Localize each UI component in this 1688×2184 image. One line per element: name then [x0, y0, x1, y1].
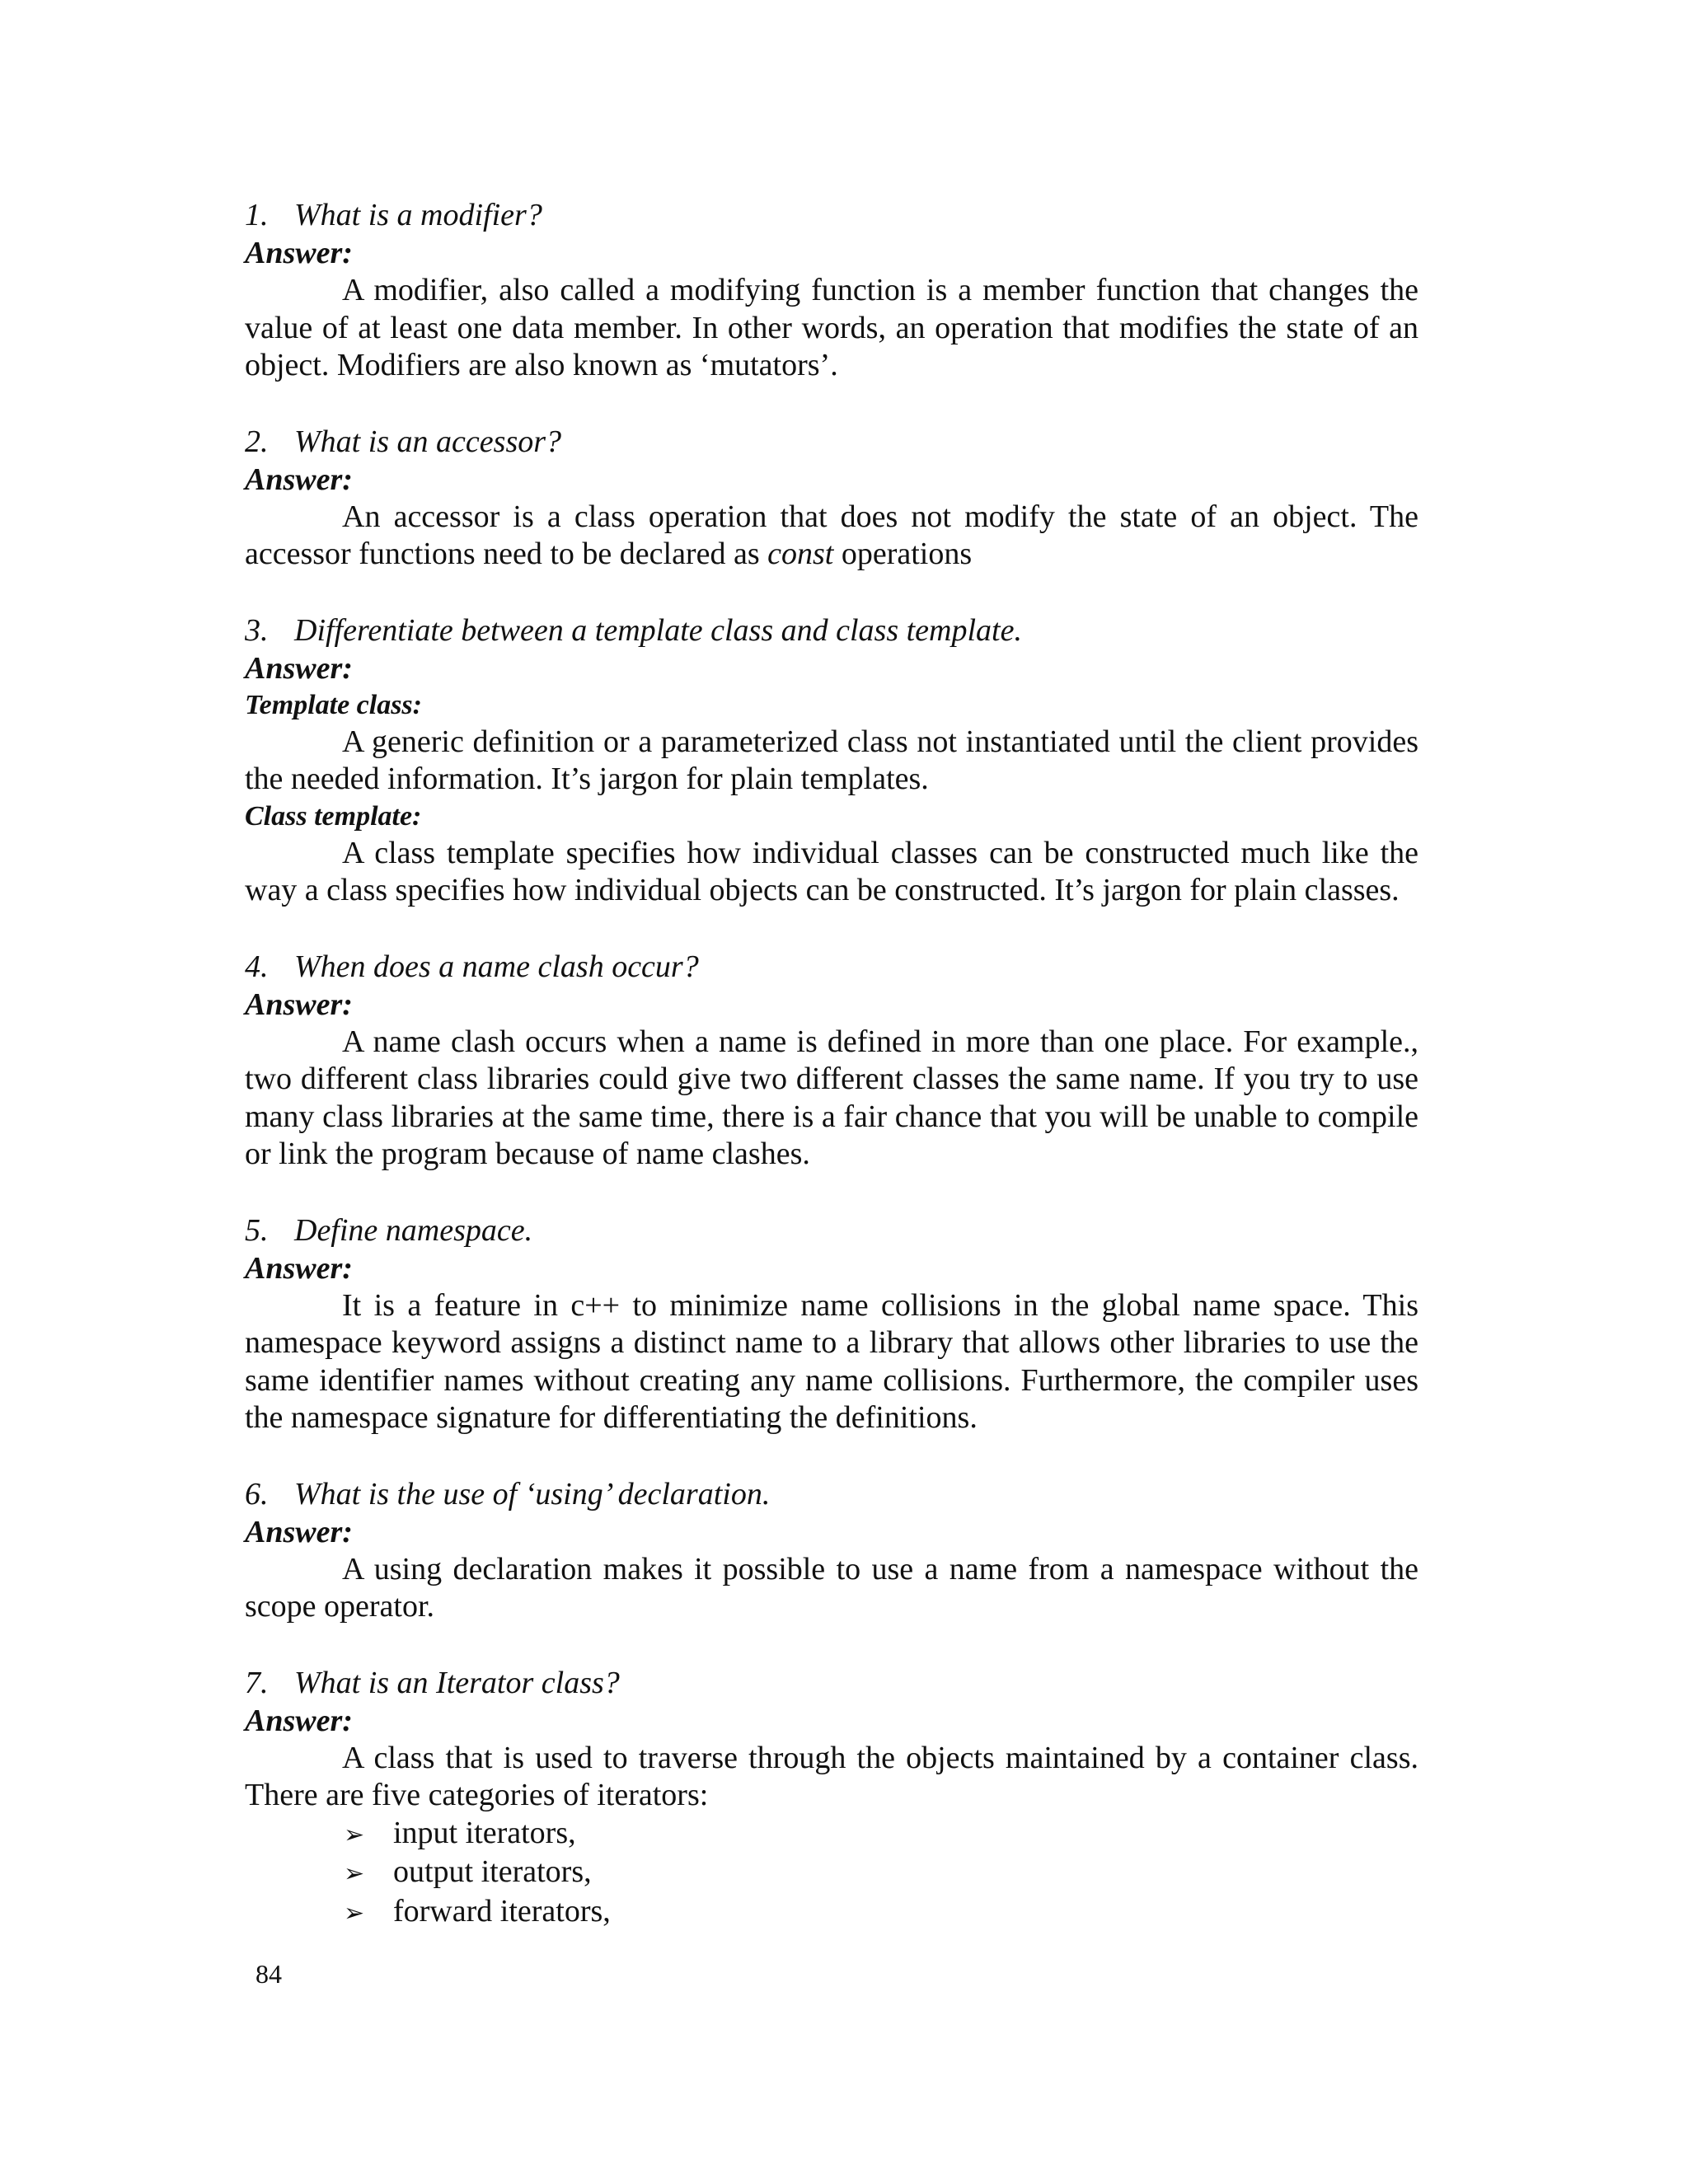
question-number: 1. — [245, 198, 269, 232]
template-class-text: A generic definition or a parameterized class not instantiated until the client provides the needed information. It’s jargon for plain templates. — [245, 724, 1418, 796]
answer-label: Answer: — [245, 1514, 353, 1549]
question-7-title — [245, 1664, 1418, 1702]
question-text: When does a name clash occur? — [294, 949, 699, 984]
question-number: 4. — [245, 949, 269, 984]
answer-label: Answer: — [245, 650, 353, 686]
question-6 — [245, 1475, 1418, 1626]
question-3-title — [245, 612, 1418, 649]
class-template-text: A class template specifies how individual classes can be constructed much like the way a class specifies how individual objects can be constructed. It’s jargon for plain classes. — [245, 835, 1418, 907]
question-text: What is a modifier? — [294, 198, 542, 232]
question-3 — [245, 612, 1418, 910]
question-2-title — [245, 423, 1418, 461]
answer-text: It is a feature in c++ to minimize name collisions in the global name space. This namespace keyword assigns a distinct name to a library that allows other libraries to use the same identifier names without creating any name collisions. Furthermore, the compiler uses the namespace signature for differentiating the definitions. — [245, 1287, 1418, 1435]
question-text: What is the use of ‘using’ declaration. — [294, 1476, 771, 1511]
list-item — [344, 1893, 1418, 1933]
list-item-text: output iterators, — [393, 1854, 592, 1889]
answer-text-post: operations — [841, 537, 973, 571]
question-7 — [245, 1664, 1418, 1933]
question-number: 5. — [245, 1212, 269, 1248]
list-item — [344, 1815, 1418, 1854]
question-1 — [245, 196, 1418, 385]
answer-text: A name clash occurs when a name is defined in more than one place. For example., two different class libraries could give two different classes the same name. If you try to use many class libraries at the same time, there is a fair chance that you will be unable to compile or link the program because of name clashes. — [245, 1024, 1418, 1171]
answer-text-emphasis: const — [767, 537, 834, 571]
answer-label: Answer: — [245, 1703, 353, 1738]
question-number: 2. — [245, 424, 269, 459]
question-text: What is an accessor? — [294, 424, 562, 459]
iterator-list — [245, 1815, 1418, 1933]
arrowhead-bullet-icon: ➢ — [344, 1859, 365, 1888]
question-number: 6. — [245, 1476, 269, 1511]
page-number: 84 — [256, 1959, 282, 1989]
template-class-heading: Template class: — [245, 689, 422, 720]
question-number: 3. — [245, 612, 269, 648]
answer-label: Answer: — [245, 462, 353, 497]
question-number: 7. — [245, 1665, 269, 1700]
question-text: Differentiate between a template class and class template. — [294, 612, 1022, 648]
answer-text: A using declaration makes it possible to use a name from a namespace without the scope operator. — [245, 1551, 1418, 1624]
question-5-title — [245, 1212, 1418, 1249]
question-2 — [245, 423, 1418, 574]
class-template-heading: Class template: — [245, 800, 422, 832]
question-4-title — [245, 948, 1418, 986]
answer-label: Answer: — [245, 1250, 353, 1286]
list-item-text: input iterators, — [393, 1815, 576, 1850]
answer-text-pre: An accessor is a class operation that does not modify the state of an object. The accessor functions need to be declared as — [245, 499, 1418, 571]
question-4 — [245, 948, 1418, 1174]
list-item-text: forward iterators, — [393, 1893, 611, 1929]
answer-label: Answer: — [245, 236, 353, 270]
document-page — [245, 196, 1418, 1932]
list-item — [344, 1854, 1418, 1893]
answer-label: Answer: — [245, 987, 353, 1022]
arrowhead-bullet-icon: ➢ — [344, 1820, 365, 1849]
arrowhead-bullet-icon: ➢ — [344, 1898, 365, 1928]
answer-text — [245, 499, 1418, 574]
question-text: Define namespace. — [294, 1212, 533, 1248]
answer-text: A class that is used to traverse through the objects maintained by a container class. There are five categories of iterators: — [245, 1740, 1418, 1812]
question-6-title — [245, 1475, 1418, 1513]
answer-text: A modifier, also called a modifying function is a member function that changes the value of at least one data member. In other words, an operation that modifies the state of an object. Modifiers are also known as ‘mutators’. — [245, 273, 1418, 382]
question-1-title — [245, 196, 1418, 234]
question-5 — [245, 1212, 1418, 1437]
question-text: What is an Iterator class? — [294, 1665, 620, 1700]
